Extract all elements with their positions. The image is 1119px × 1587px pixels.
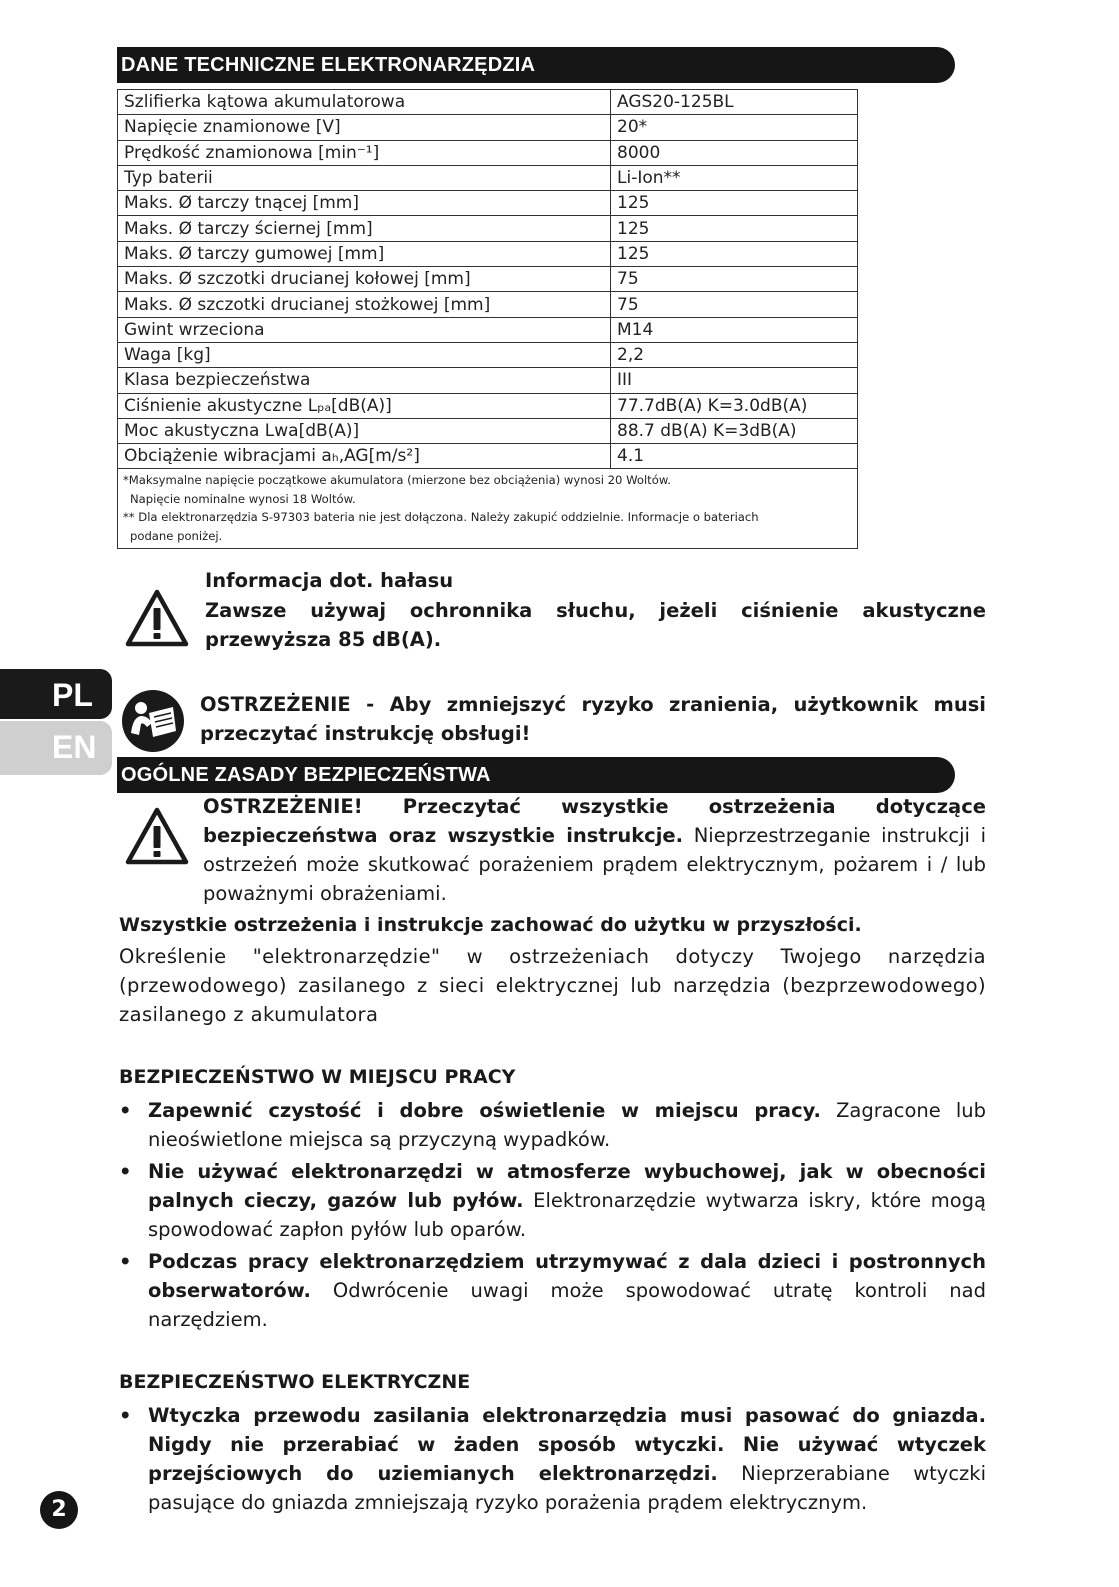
spec-param-value: 75 <box>611 292 858 317</box>
spec-note: ** Dla elektronarzędzia S-97303 bateria nie jest dołączona. Należy zakupić oddzielnie. Informacje o bateriach <box>123 510 759 525</box>
bullet-item <box>119 1157 986 1244</box>
page-number: 2 <box>40 1491 78 1529</box>
bullet-bold: Podczas pracy elektronarzędziem utrzymywać z dala dzieci i postronnych obserwatorów. <box>148 1250 986 1302</box>
spec-table <box>117 89 858 549</box>
spec-param-name: Maks. Ø tarczy tnącej [mm] <box>118 191 611 216</box>
spec-param-name: Obciążenie wibracjami aₕ,AG[m/s²] <box>118 444 611 469</box>
spec-param-name: Gwint wrzeciona <box>118 317 611 342</box>
spec-param-value: 2,2 <box>611 342 858 367</box>
noise-info-text: Zawsze używaj ochronnika słuchu, jeżeli ciśnienie akustyczne przewyższa 85 dB(A). <box>205 599 986 651</box>
bullet-dot: • <box>119 1160 132 1183</box>
spec-row <box>118 444 858 469</box>
spec-param-value: Li-Ion** <box>611 165 858 190</box>
spec-param-name: Ciśnienie akustyczne Lₚₐ[dB(A)] <box>118 393 611 418</box>
spec-notes <box>118 469 858 549</box>
spec-param-name: Napięcie znamionowe [V] <box>118 115 611 140</box>
section-title-electrical: BEZPIECZEŃSTWO ELEKTRYCZNE <box>119 1371 471 1393</box>
general-warning-normal: Nieprzestrzeganie instrukcji i ostrzeżeń może skutkować porażeniem prądem elektrycznym, pożarem i / lub poważnymi obrażeniami. <box>203 824 986 905</box>
language-tab-label: EN <box>52 729 97 765</box>
spec-param-name: Maks. Ø szczotki drucianej stożkowej [mm] <box>118 292 611 317</box>
spec-param-name: Maks. Ø szczotki drucianej kołowej [mm] <box>118 267 611 292</box>
spec-row <box>118 90 858 115</box>
section-title-workplace: BEZPIECZEŃSTWO W MIEJSCU PRACY <box>119 1066 516 1088</box>
language-tab-pl[interactable] <box>0 669 112 719</box>
power-tool-definition: Określenie "elektronarzędzie" w ostrzeżeniach dotyczy Twojego narzędzia (przewodowego) zasilanego z sieci elektrycznej lub narzędzia (bezprzewodowego) zasilanego z akumulatora <box>119 945 986 1026</box>
bullet-normal: Nieprzerabiane wtyczki pasujące do gniazda zmniejszają ryzyko porażenia prądem elektrycznym. <box>148 1462 986 1514</box>
spec-param-value: M14 <box>611 317 858 342</box>
bullet-normal: Elektronarzędzie wytwarza iskry, które mogą spowodować zapłon pyłów lub oparów. <box>148 1189 986 1241</box>
spec-row <box>118 241 858 266</box>
spec-row <box>118 140 858 165</box>
spec-param-name: Typ baterii <box>118 165 611 190</box>
spec-row <box>118 418 858 443</box>
spec-row <box>118 216 858 241</box>
spec-note: podane poniżej. <box>130 528 223 543</box>
spec-param-name: Szlifierka kątowa akumulatorowa <box>118 90 611 115</box>
spec-row <box>118 292 858 317</box>
spec-param-value: 20* <box>611 115 858 140</box>
spec-param-name: Maks. Ø tarczy gumowej [mm] <box>118 241 611 266</box>
spec-param-value: 77.7dB(A) K=3.0dB(A) <box>611 393 858 418</box>
general-warning-bold: OSTRZEŻENIE! Przeczytać wszystkie ostrzeżenia dotyczące bezpieczeństwa oraz wszystkie instrukcje. <box>203 795 986 847</box>
language-tab-label: PL <box>52 677 93 713</box>
spec-row <box>118 393 858 418</box>
warning-triangle-icon <box>124 806 190 866</box>
bullet-dot: • <box>119 1404 132 1427</box>
section-header-general-safety: OGÓLNE ZASADY BEZPIECZEŃSTWA <box>117 757 955 793</box>
spec-row <box>118 165 858 190</box>
section-header-tech-data: DANE TECHNICZNE ELEKTRONARZĘDZIA <box>117 47 955 83</box>
spec-row <box>118 191 858 216</box>
spec-notes-row <box>118 469 858 549</box>
bullet-normal: Zagracone lub nieoświetlone miejsca są przyczyną wypadków. <box>148 1099 986 1151</box>
spec-param-name: Klasa bezpieczeństwa <box>118 368 611 393</box>
bullet-bold: Wtyczka przewodu zasilania elektronarzędzia musi pasować do gniazda. Nigdy nie przerabiać w żaden sposób wtyczki. Nie używać wtyczek przejściowych do uziemianych elektronarzędzi. <box>148 1404 986 1485</box>
bullet-bold: Zapewnić czystość i dobre oświetlenie w miejscu pracy. <box>148 1099 821 1122</box>
bullet-dot: • <box>119 1099 132 1122</box>
bullet-item <box>119 1401 986 1517</box>
spec-param-value: 75 <box>611 267 858 292</box>
spec-row <box>118 267 858 292</box>
warning-triangle-icon <box>124 588 190 648</box>
spec-row <box>118 368 858 393</box>
spec-param-value: 125 <box>611 191 858 216</box>
language-tab-en[interactable] <box>0 721 112 775</box>
spec-row <box>118 342 858 367</box>
general-warning <box>203 792 986 908</box>
bullet-bold: Nie używać elektronarzędzi w atmosferze wybuchowej, jak w obecności palnych cieczy, gazów lub pyłów. <box>148 1160 986 1212</box>
spec-row <box>118 317 858 342</box>
noise-info-title: Informacja dot. hałasu <box>205 569 454 592</box>
spec-param-name: Waga [kg] <box>118 342 611 367</box>
spec-param-value: 8000 <box>611 140 858 165</box>
read-manual-warning: OSTRZEŻENIE - Aby zmniejszyć ryzyko zranienia, użytkownik musi przeczytać instrukcję obsługi! <box>200 693 986 745</box>
spec-table-body <box>118 90 858 469</box>
read-manual-icon <box>121 689 185 753</box>
bullet-normal: Odwrócenie uwagi może spowodować utratę kontroli nad narzędziem. <box>148 1279 986 1331</box>
spec-param-name: Prędkość znamionowa [min⁻¹] <box>118 140 611 165</box>
keep-instructions-note: Wszystkie ostrzeżenia i instrukcje zachować do użytku w przyszłości. <box>119 914 862 936</box>
spec-param-name: Moc akustyczna Lwa[dB(A)] <box>118 418 611 443</box>
bullet-item <box>119 1247 986 1334</box>
bullet-dot: • <box>119 1250 132 1273</box>
spec-param-value: 125 <box>611 241 858 266</box>
spec-param-value: 4.1 <box>611 444 858 469</box>
spec-row <box>118 115 858 140</box>
spec-note: *Maksymalne napięcie początkowe akumulatora (mierzone bez obciążenia) wynosi 20 Woltów. <box>123 473 671 488</box>
spec-note: Napięcie nominalne wynosi 18 Woltów. <box>130 491 356 506</box>
bullet-item <box>119 1096 986 1154</box>
spec-param-value: AGS20-125BL <box>611 90 858 115</box>
spec-param-value: III <box>611 368 858 393</box>
spec-param-name: Maks. Ø tarczy ściernej [mm] <box>118 216 611 241</box>
spec-param-value: 88.7 dB(A) K=3dB(A) <box>611 418 858 443</box>
spec-param-value: 125 <box>611 216 858 241</box>
